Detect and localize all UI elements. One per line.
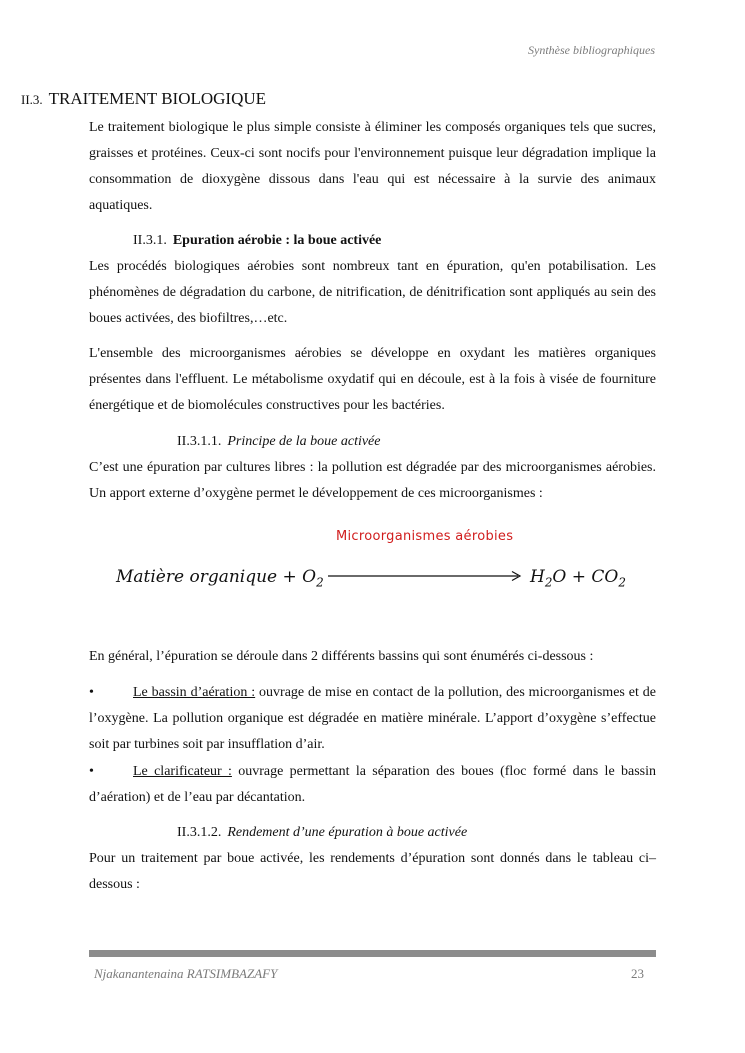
subsubsection-heading-yield [177,825,467,841]
reactants: Matière organique + $O_2$ [116,567,324,590]
bullet-icon: • [89,685,94,700]
footer-divider [89,950,656,957]
section-heading [21,89,266,109]
intro-paragraph: Le traitement biologique le plus simple consiste à éliminer les composés organiques tels que sucres, graisses et protéines. Ceux-ci sont nocifs pour l'environnement puisque leur dégradation implique la consommation de dioxygène dissous dans l'eau qui est nécessaire à la survie des animaux aquatiques. [89,120,656,213]
subsection-heading [133,233,381,249]
bullet-lead: Le clarificateur : [133,764,232,779]
bullet-text: ouvrage de mise en contact de la pollution, des microorganismes et de l’oxygène. La pollution organique est dégradée en matière minérale. L’apport d’oxygène s’effectue soit par turbines soit par insufflation d’air. [89,685,656,752]
list-item [89,680,656,758]
subsubsection-title: Rendement d’une épuration à boue activée [227,825,468,840]
principle-paragraph: C’est une épuration par cultures libres : la pollution est dégradée par des microorganismes aérobies. Un apport externe d’oxygène permet le développement de ces microorganismes : [89,460,656,501]
bullet-text: ouvrage permettant la séparation des boues (floc formé dans le bassin d’aération) et de l’eau par décantation. [89,764,656,805]
list-item [89,759,656,811]
section-number: II.3. [21,92,43,107]
subsubsection-heading-principle [177,434,381,450]
bullet-lead: Le bassin d’aération : [133,685,256,700]
products: $H_2O + CO_2$ [530,567,626,590]
reaction-arrow-icon [328,570,524,582]
yield-paragraph: Pour un traitement par boue activée, les rendements d’épuration sont donnés dans le tableau ci–dessous : [89,851,656,892]
subsubsection-title: Principe de la boue activée [227,434,381,449]
section-title: TRAITEMENT BIOLOGIQUE [48,89,267,108]
page-number: 23 [631,966,644,981]
basins-intro: En général, l’épuration se déroule dans 2 différents bassins qui sont énumérés ci-dessous : [89,649,594,664]
aerobic-paragraph-2: L'ensemble des microorganismes aérobies se développe en oxydant les matières organiques présentes dans l'effluent. Le métabolisme oxydatif qui en découle, est à la fois à visée de fourniture énergétique et de biomolécules constructives pour les bactéries. [89,346,656,413]
subsection-title: Epuration aérobie : la boue activée [172,233,382,248]
subsection-number: II.3.1. [133,233,167,248]
aerobic-paragraph-1: Les procédés biologiques aérobies sont nombreux tant en épuration, qu'en potabilisation. Les phénomènes de dégradation du carbone, de nitrification, de dénitrification sont appliqués au sein des boues activées, des biofiltres,…etc. [89,259,656,326]
bullet-icon: • [89,764,94,779]
reaction-equation [116,529,636,599]
running-header: Synthèse bibliographiques [528,43,655,57]
subsubsection-number: II.3.1.2. [177,825,222,840]
catalyst-label: Microorganismes aérobies [336,529,514,544]
footer-author: Njakanantenaina RATSIMBAZAFY [94,966,278,981]
subsubsection-number: II.3.1.1. [177,434,222,449]
